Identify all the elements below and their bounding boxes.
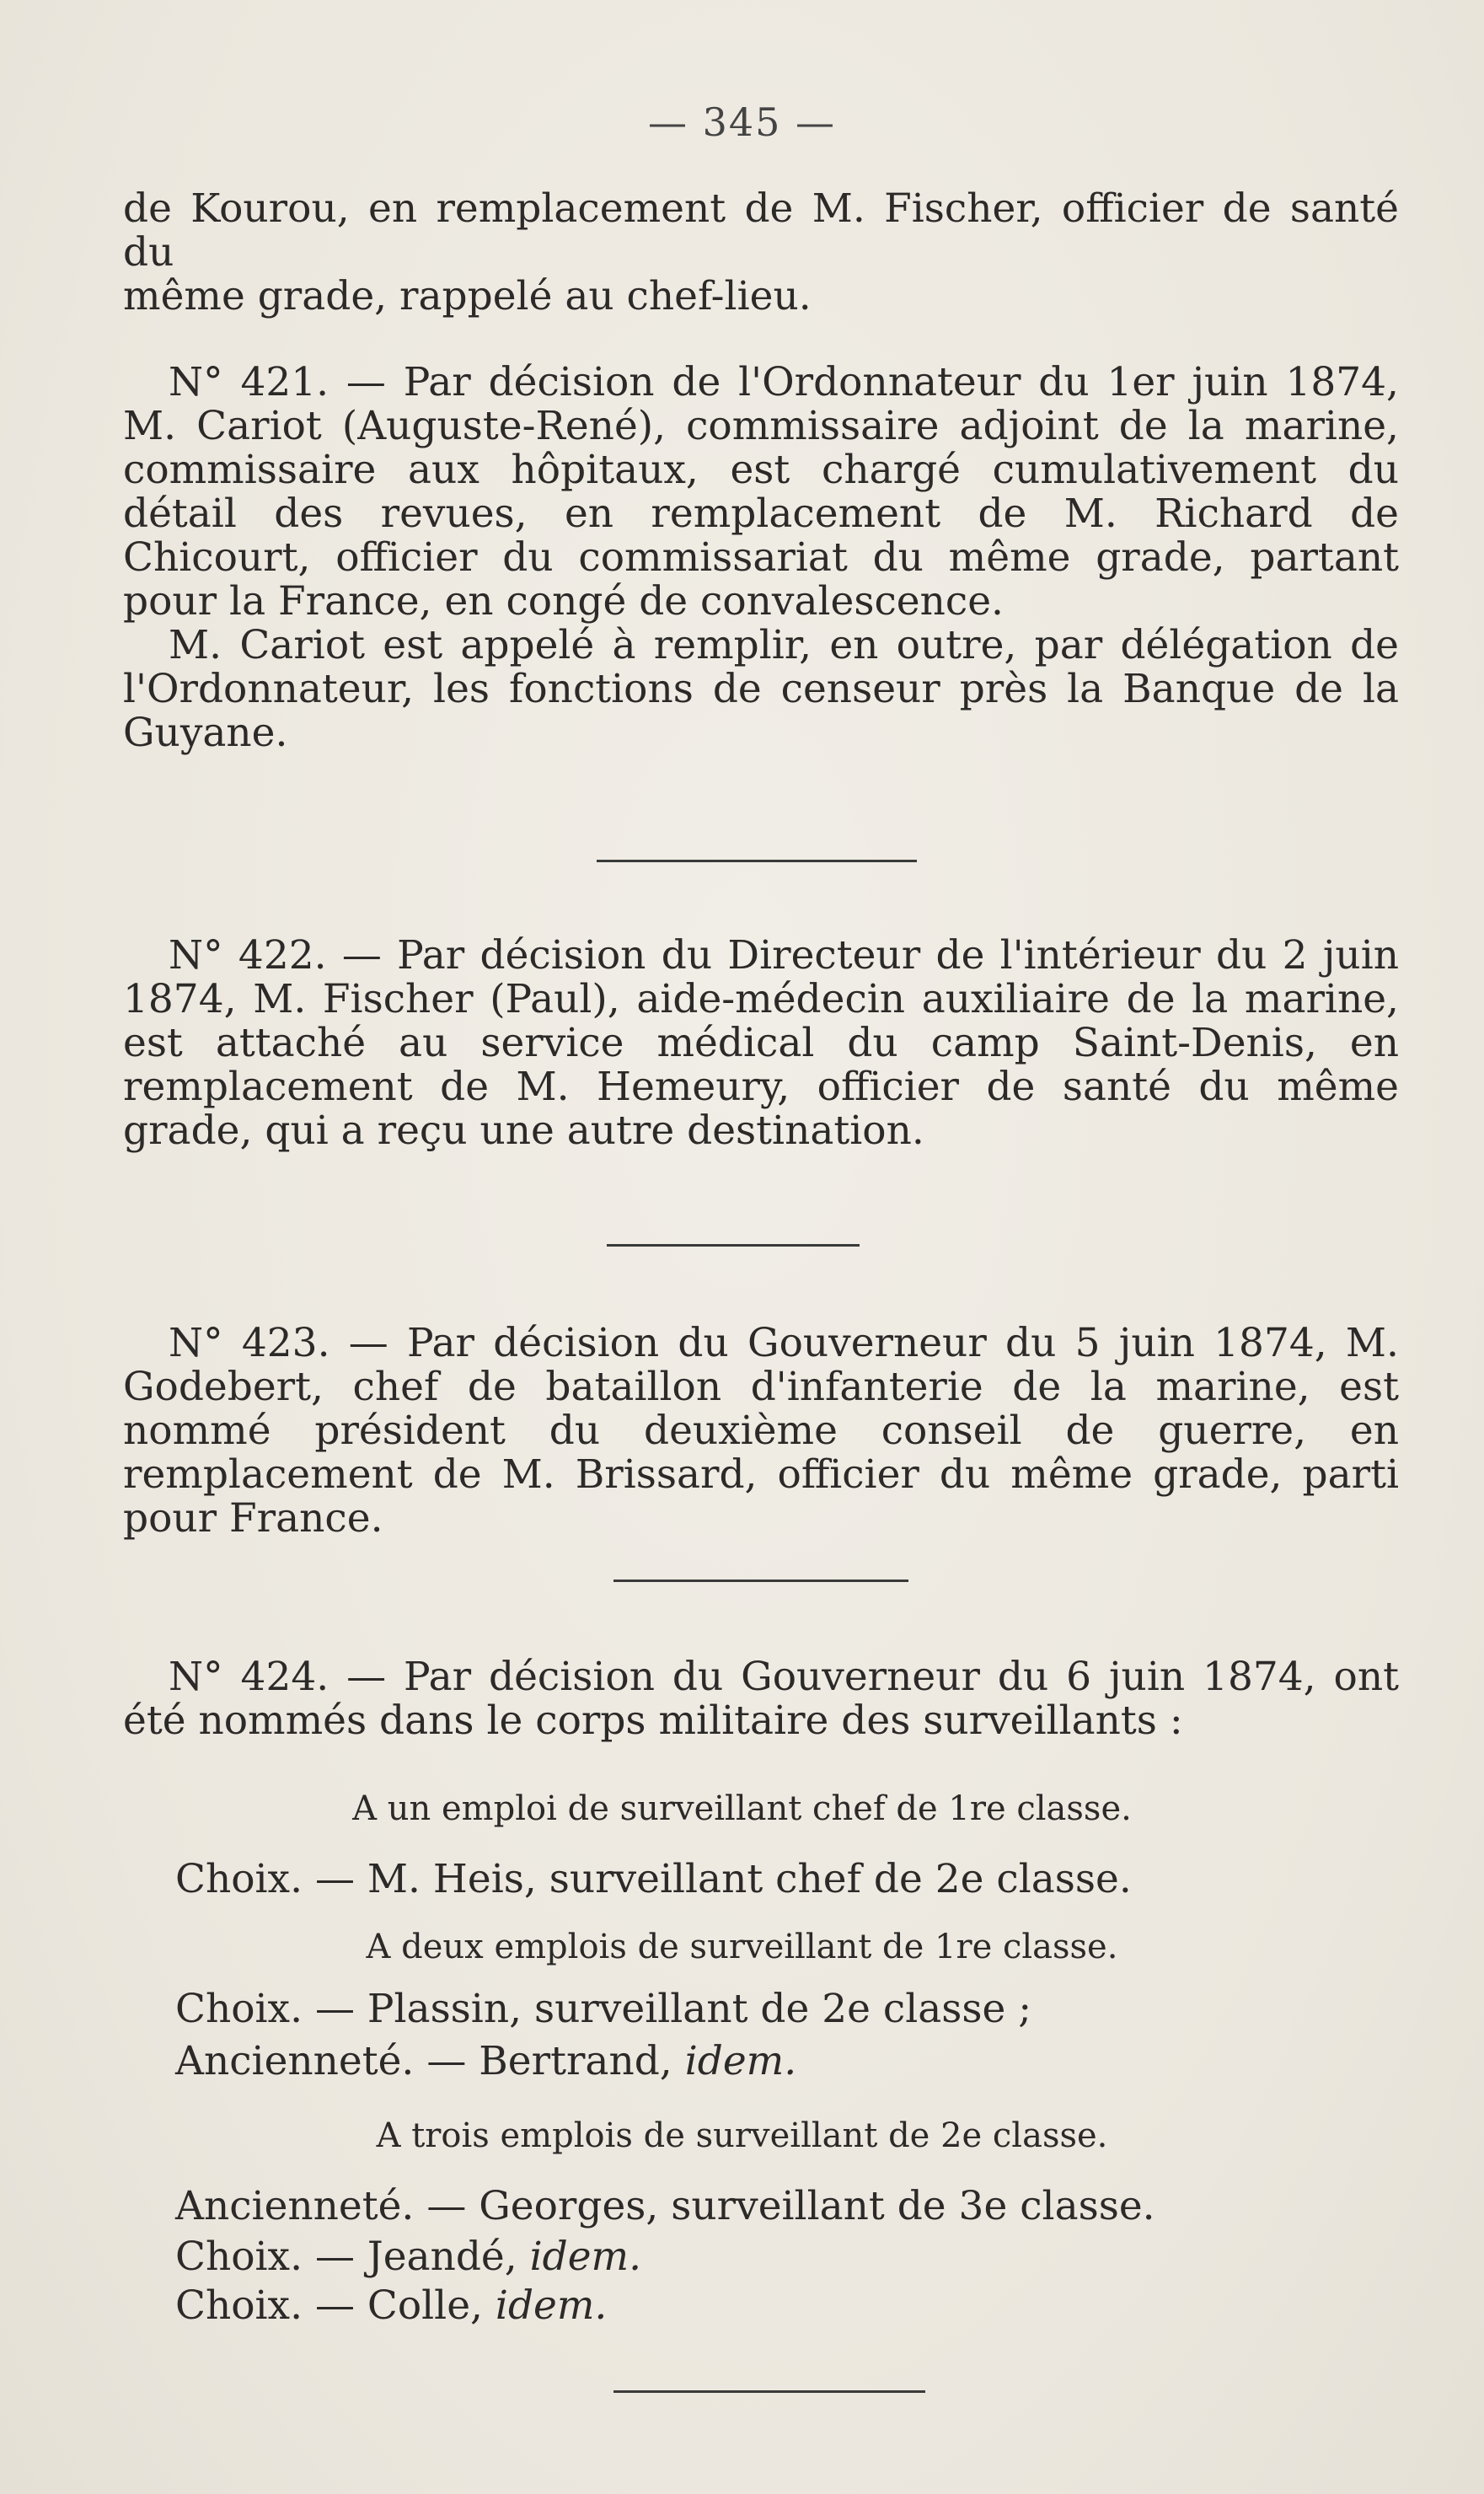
idem-text: idem. — [495, 2282, 608, 2329]
category-heading: A trois emplois de surveillant de 2e classe. — [376, 2116, 1108, 2155]
entry-422 — [123, 934, 1399, 1153]
page-number: — 345 — — [647, 99, 837, 145]
separator-rule — [607, 1244, 860, 1247]
intro-line-2: même grade, rappelé au chef-lieu. — [123, 273, 812, 319]
entry-421 — [123, 361, 1399, 755]
appointment-line — [175, 2040, 796, 2084]
category-heading: A un emploi de surveillant chef de 1re classe. — [352, 1789, 1132, 1828]
idem-text: idem. — [684, 2038, 797, 2084]
entry-423-text: N° 423. — Par décision du Gouverneur du 5 juin 1874, M. Godebert, chef de bataillon d'infanterie de la marine, est nommé président du deuxième conseil de guerre, en remplacement de M. Brissard, officier du même grade, parti pour France. — [123, 1320, 1399, 1542]
idem-text: idem. — [529, 2234, 642, 2280]
appointment-text: Choix. — Colle, — [175, 2282, 496, 2329]
entry-423 — [123, 1322, 1399, 1541]
appointment-line: Choix. — M. Heis, surveillant chef de 2e classe. — [175, 1856, 1132, 1902]
appointment-line: Ancienneté. — Georges, surveillant de 3e classe. — [175, 2183, 1155, 2229]
category-heading: A deux emplois de surveillant de 1re classe. — [366, 1928, 1118, 1966]
appointment-line — [175, 2284, 607, 2328]
appointment-text: Ancienneté. — Bertrand, — [175, 2038, 685, 2084]
separator-rule — [613, 1580, 908, 1582]
appointment-text: Choix. — Jeandé, — [175, 2234, 530, 2280]
entry-422-text: N° 422. — Par décision du Directeur de l'intérieur du 2 juin 1874, M. Fischer (Paul), aide-médecin auxiliaire de la marine, est attaché au service médical du camp Saint-Denis, en remplacement de M. Hemeury, officier de santé du même grade, qui a reçu une autre destination. — [123, 932, 1399, 1154]
appointment-line: Choix. — Plassin, surveillant de 2e classe ; — [175, 1986, 1032, 2032]
entry-424 — [123, 1655, 1399, 1743]
intro-paragraph — [123, 187, 1399, 319]
separator-rule — [597, 860, 917, 862]
separator-rule — [613, 2390, 925, 2393]
intro-line-1: de Kourou, en remplacement de M. Fischer, officier de santé du — [123, 185, 1399, 276]
appointment-line — [175, 2235, 641, 2279]
entry-424-text: N° 424. — Par décision du Gouverneur du 6 juin 1874, ont été nommés dans le corps militaire des surveillants : — [123, 1654, 1399, 1744]
entry-421-text: N° 421. — Par décision de l'Ordonnateur du 1er juin 1874, M. Cariot (Auguste-René), commissaire adjoint de la marine, commissaire aux hôpitaux, est chargé cumulativement du détail des revues, en remplacement de M. Richard de Chicourt, officier du commissariat du même grade, partant pour la France, en congé de convalescence. — [123, 359, 1399, 625]
entry-421-text-2: M. Cariot est appelé à remplir, en outre, par délégation de l'Ordonnateur, les fonctions de censeur près la Banque de la Guyane. — [123, 622, 1399, 756]
